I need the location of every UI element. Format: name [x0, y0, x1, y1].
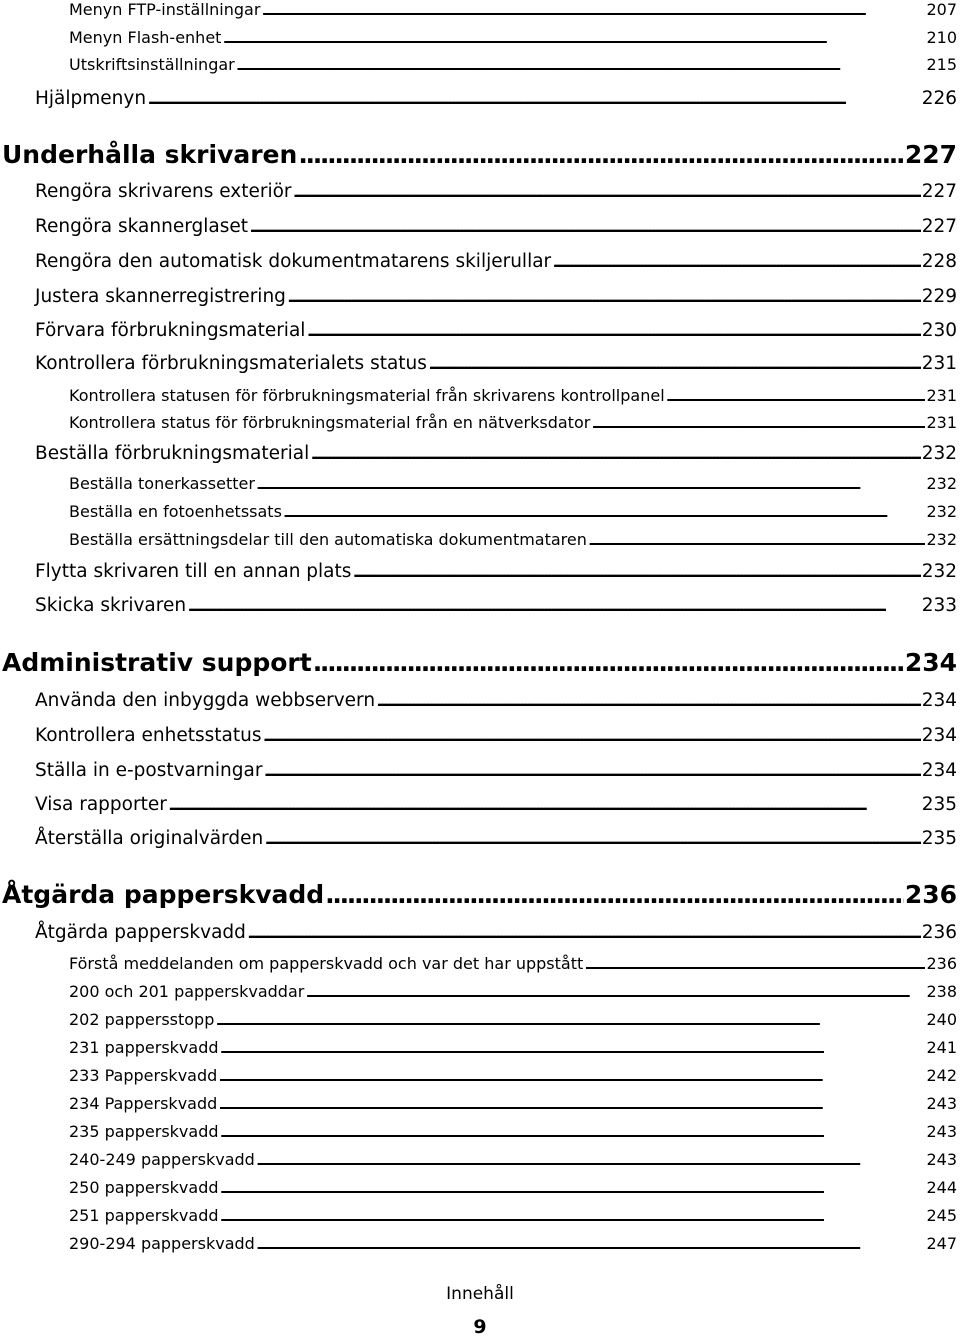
toc-entry-title: Utskriftsinställningar: [69, 55, 235, 74]
toc-dot-leader: [247, 922, 921, 943]
toc-entry-title: Menyn FTP-inställningar: [69, 0, 261, 19]
toc-entry-title: 233 Papperskvadd: [69, 1066, 218, 1085]
toc-entry-title: Justera skannerregistrering: [35, 286, 286, 307]
toc-entry-title: Åtgärda papperskvadd: [35, 922, 246, 943]
toc-dot-leader: [428, 353, 921, 374]
toc-entry-title: Förstå meddelanden om papperskvadd och var det har uppstått: [69, 954, 584, 973]
toc-dot-leader: [256, 1234, 926, 1253]
toc-entry-title: Beställa tonerkassetter: [69, 474, 255, 493]
toc-dot-leader: [376, 690, 921, 711]
toc-dot-leader: [187, 595, 921, 616]
toc-entry-page-number: 231: [926, 413, 957, 432]
toc-entry-title: Kontrollera enhetsstatus: [35, 725, 262, 746]
toc-entry[interactable]: [69, 386, 957, 405]
toc-dot-leader: [256, 474, 926, 493]
toc-entry-title: Administrativ support: [2, 648, 312, 677]
toc-entry-title: 234 Papperskvadd: [69, 1094, 218, 1113]
toc-chapter-entry[interactable]: [2, 648, 957, 677]
toc-entry[interactable]: [69, 0, 957, 19]
toc-entry-title: Kontrollera förbrukningsmaterialets status: [35, 353, 427, 374]
toc-entry-page-number: 233: [921, 595, 957, 616]
toc-entry-title: Flytta skrivaren till en annan plats: [35, 561, 352, 582]
toc-entry-page-number: 232: [921, 561, 957, 582]
toc-entry[interactable]: [35, 922, 957, 943]
toc-entry-page-number: 236: [926, 954, 957, 973]
toc-dot-leader: [220, 1206, 926, 1225]
toc-entry[interactable]: [69, 502, 957, 521]
toc-entry-page-number: 234: [904, 648, 957, 677]
toc-entry-page-number: 243: [926, 1094, 957, 1113]
toc-entry-page-number: 227: [904, 140, 957, 169]
toc-entry[interactable]: [35, 690, 957, 711]
toc-entry-page-number: 234: [921, 760, 957, 781]
toc-entry-title: Återställa originalvärden: [35, 828, 264, 849]
toc-dot-leader: [306, 320, 920, 341]
toc-entry-page-number: 247: [926, 1234, 957, 1253]
toc-entry[interactable]: [35, 88, 957, 109]
toc-entry-title: 251 papperskvadd: [69, 1206, 219, 1225]
toc-entry-page-number: 240: [926, 1010, 957, 1029]
toc-dot-leader: [215, 1010, 925, 1029]
toc-entry[interactable]: [35, 561, 957, 582]
toc-dot-leader: [168, 794, 921, 815]
toc-dot-leader: [220, 1178, 926, 1197]
toc-chapter-entry[interactable]: [2, 880, 957, 909]
toc-entry-page-number: 242: [926, 1066, 957, 1085]
toc-entry-page-number: 241: [926, 1038, 957, 1057]
toc-entry-page-number: 236: [921, 922, 957, 943]
toc-entry[interactable]: [69, 1122, 957, 1141]
toc-entry-page-number: 229: [921, 286, 957, 307]
toc-entry[interactable]: [69, 530, 957, 549]
toc-entry-title: 202 pappersstopp: [69, 1010, 215, 1029]
toc-dot-leader: [298, 140, 904, 169]
toc-entry-page-number: 243: [926, 1150, 957, 1169]
toc-entry-page-number: 245: [926, 1206, 957, 1225]
toc-entry-page-number: 231: [926, 386, 957, 405]
toc-entry[interactable]: [35, 794, 957, 815]
toc-dot-leader: [293, 181, 921, 202]
toc-entry[interactable]: [35, 443, 957, 464]
toc-entry-page-number: 210: [926, 28, 957, 47]
toc-entry[interactable]: [35, 286, 957, 307]
toc-dot-leader: [220, 1038, 926, 1057]
toc-entry-title: 240-249 papperskvadd: [69, 1150, 255, 1169]
toc-entry[interactable]: [35, 181, 957, 202]
toc-dot-leader: [222, 28, 925, 47]
toc-entry-page-number: 207: [926, 0, 957, 19]
footer-page-number: 9: [473, 1316, 487, 1338]
toc-entry-title: Kontrollera status för förbrukningsmaterial från en nätverksdator: [69, 413, 591, 432]
toc-dot-leader: [287, 286, 921, 307]
toc-entry[interactable]: [35, 251, 957, 272]
toc-entry-page-number: 244: [926, 1178, 957, 1197]
toc-dot-leader: [218, 1066, 925, 1085]
toc-entry-title: Rengöra den automatisk dokumentmatarens skiljerullar: [35, 251, 552, 272]
toc-entry-title: Kontrollera statusen för förbrukningsmaterial från skrivarens kontrollpanel: [69, 386, 665, 405]
toc-entry[interactable]: [69, 1066, 957, 1085]
toc-entry-title: Hjälpmenyn: [35, 88, 147, 109]
toc-entry[interactable]: [35, 595, 957, 616]
toc-entry-page-number: 230: [921, 320, 957, 341]
toc-entry[interactable]: [69, 55, 957, 74]
toc-entry-title: Använda den inbyggda webbservern: [35, 690, 376, 711]
toc-entry[interactable]: [69, 474, 957, 493]
toc-entry-title: Rengöra skrivarens exteriör: [35, 181, 292, 202]
toc-entry-page-number: 215: [926, 55, 957, 74]
toc-dot-leader: [310, 443, 920, 464]
footer-section-label: Innehåll: [446, 1284, 514, 1304]
toc-entry-title: Förvara förbrukningsmaterial: [35, 320, 306, 341]
toc-entry-page-number: 228: [921, 251, 957, 272]
toc-entry-title: 231 papperskvadd: [69, 1038, 219, 1057]
toc-entry-page-number: 232: [926, 530, 957, 549]
toc-entry-page-number: 232: [921, 443, 957, 464]
toc-entry[interactable]: [69, 1178, 957, 1197]
toc-entry-title: Rengöra skannerglaset: [35, 216, 248, 237]
toc-entry[interactable]: [35, 320, 957, 341]
toc-entry-page-number: 236: [904, 880, 957, 909]
toc-entry[interactable]: [35, 216, 957, 237]
toc-dot-leader: [256, 1150, 926, 1169]
toc-entry-title: 250 papperskvadd: [69, 1178, 219, 1197]
toc-entry-page-number: 235: [921, 794, 957, 815]
toc-entry-title: Beställa förbrukningsmaterial: [35, 443, 310, 464]
toc-dot-leader: [552, 251, 921, 272]
toc-entry[interactable]: [69, 1010, 957, 1029]
toc-entry[interactable]: [69, 1038, 957, 1057]
toc-dot-leader: [261, 0, 925, 19]
toc-entry-page-number: 234: [921, 690, 957, 711]
toc-dot-leader: [588, 530, 926, 549]
toc-entry[interactable]: [35, 760, 957, 781]
toc-entry-page-number: 231: [921, 353, 957, 374]
toc-entry-title: 290-294 papperskvadd: [69, 1234, 255, 1253]
toc-chapter-entry[interactable]: [2, 140, 957, 169]
toc-dot-leader: [264, 828, 920, 849]
toc-dot-leader: [584, 954, 925, 973]
toc-entry-title: Beställa ersättningsdelar till den automatiska dokumentmataren: [69, 530, 587, 549]
toc-entry-page-number: 232: [926, 502, 957, 521]
toc-entry-title: Beställa en fotoenhetssats: [69, 502, 282, 521]
toc-entry-title: Åtgärda papperskvadd: [2, 880, 325, 909]
toc-entry-page-number: 243: [926, 1122, 957, 1141]
toc-entry[interactable]: [35, 353, 957, 374]
toc-dot-leader: [147, 88, 921, 109]
toc-entry-page-number: 232: [926, 474, 957, 493]
toc-entry[interactable]: [35, 725, 957, 746]
toc-entry-page-number: 238: [926, 982, 957, 1001]
toc-entry[interactable]: [35, 828, 957, 849]
toc-dot-leader: [220, 1122, 926, 1141]
toc-dot-leader: [249, 216, 921, 237]
toc-entry-title: Skicka skrivaren: [35, 595, 187, 616]
toc-dot-leader: [352, 561, 920, 582]
toc-dot-leader: [305, 982, 925, 1001]
toc-dot-leader: [262, 725, 920, 746]
toc-entry-title: Visa rapporter: [35, 794, 167, 815]
toc-entry[interactable]: [69, 28, 957, 47]
toc-dot-leader: [283, 502, 926, 521]
toc-entry-page-number: 227: [921, 216, 957, 237]
toc-entry[interactable]: [69, 982, 957, 1001]
toc-dot-leader: [313, 648, 904, 677]
toc-dot-leader: [325, 880, 904, 909]
toc-dot-leader: [591, 413, 925, 432]
toc-entry[interactable]: [69, 1206, 957, 1225]
toc-dot-leader: [218, 1094, 925, 1113]
toc-entry-page-number: 226: [921, 88, 957, 109]
toc-entry-page-number: 227: [921, 181, 957, 202]
toc-entry-title: Menyn Flash-enhet: [69, 28, 222, 47]
toc-entry-title: 200 och 201 papperskvaddar: [69, 982, 305, 1001]
toc-entry-title: 235 papperskvadd: [69, 1122, 219, 1141]
toc-dot-leader: [236, 55, 926, 74]
toc-entry-title: Underhålla skrivaren: [2, 140, 298, 169]
toc-entry-page-number: 235: [921, 828, 957, 849]
toc-entry[interactable]: [69, 413, 957, 432]
toc-entry-title: Ställa in e-postvarningar: [35, 760, 263, 781]
toc-entry[interactable]: [69, 1234, 957, 1253]
toc-dot-leader: [263, 760, 920, 781]
toc-dot-leader: [666, 386, 926, 405]
toc-entry-page-number: 234: [921, 725, 957, 746]
toc-entry[interactable]: [69, 1150, 957, 1169]
toc-entry[interactable]: [69, 1094, 957, 1113]
toc-entry[interactable]: [69, 954, 957, 973]
